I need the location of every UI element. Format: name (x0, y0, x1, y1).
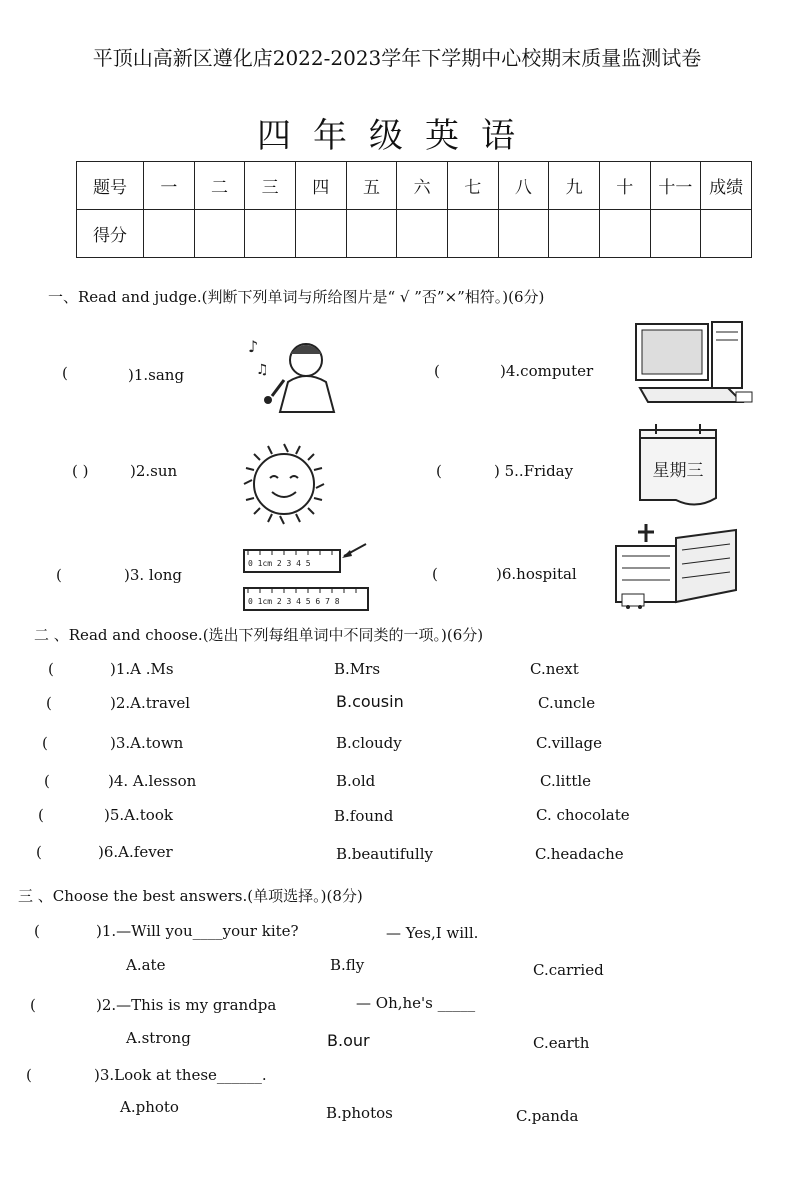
option-b: B.cloudy (336, 734, 402, 752)
item-label: )4.computer (500, 362, 594, 380)
score-table-header-row (77, 162, 752, 210)
option-b: B.cousin (336, 692, 404, 711)
answer-paren[interactable]: ( (30, 996, 36, 1014)
answer-paren[interactable]: ( (46, 694, 52, 712)
answer-paren[interactable]: ( (44, 772, 50, 790)
table-cell: 一 (144, 162, 195, 210)
option-a: )5.A.took (104, 806, 173, 824)
score-input-cell[interactable] (701, 210, 752, 258)
answer-paren[interactable]: ( (62, 364, 68, 382)
question-reply: — Oh,he's _____ (356, 994, 476, 1012)
score-input-cell[interactable] (599, 210, 650, 258)
option-b: B.found (334, 807, 394, 825)
option-a: )4. A.lesson (108, 772, 197, 790)
question-reply: — Yes,I will. (386, 924, 479, 942)
option-b: B.fly (330, 956, 365, 974)
singing-girl-image (244, 332, 352, 414)
option-a: A.photo (120, 1098, 179, 1116)
table-cell: 三 (245, 162, 296, 210)
answer-paren[interactable]: ( (42, 734, 48, 752)
table-cell: 四 (295, 162, 346, 210)
option-c: C.little (540, 772, 592, 790)
score-input-cell[interactable] (650, 210, 701, 258)
hospital-image (608, 520, 746, 610)
score-input-cell[interactable] (346, 210, 397, 258)
option-a: )1.A .Ms (110, 660, 174, 678)
score-input-cell[interactable] (447, 210, 498, 258)
option-b: B.our (327, 1031, 370, 1050)
table-cell: 九 (549, 162, 600, 210)
answer-paren[interactable]: ( (432, 565, 438, 583)
calendar-text: 星期三 (652, 461, 704, 481)
answer-paren[interactable]: ( (38, 806, 44, 824)
option-c: C.panda (516, 1107, 579, 1125)
answer-paren[interactable]: ( (36, 843, 42, 861)
svg-text:0 1cm 2 3 4 5 6 7 8: 0 1cm 2 3 4 5 6 7 8 (248, 597, 340, 606)
option-c: C.next (530, 660, 579, 678)
option-c: C. chocolate (536, 806, 630, 824)
item-label: ) 5..Friday (494, 462, 574, 480)
question-text: )3.Look at these______. (94, 1066, 267, 1084)
option-c: C.uncle (538, 694, 596, 712)
score-table (76, 161, 752, 258)
option-c: C.carried (533, 961, 604, 979)
table-cell: 成绩 (701, 162, 752, 210)
answer-paren[interactable]: ( (48, 660, 54, 678)
option-c: C.village (536, 734, 602, 752)
option-c: C.earth (533, 1034, 590, 1052)
score-input-cell[interactable] (144, 210, 195, 258)
option-b: B.Mrs (334, 660, 381, 678)
answer-paren[interactable]: ( (34, 922, 40, 940)
score-input-cell[interactable] (245, 210, 296, 258)
score-table-score-row (77, 210, 752, 258)
option-c: C.headache (535, 845, 624, 863)
table-cell: 十 (599, 162, 650, 210)
question-text: )1.—Will you____your kite? (96, 922, 299, 940)
option-b: B.old (336, 772, 376, 790)
item-label: )6.hospital (496, 565, 577, 583)
calendar-image (636, 420, 726, 512)
score-input-cell[interactable] (397, 210, 448, 258)
score-input-cell[interactable] (194, 210, 245, 258)
answer-paren[interactable]: ( (434, 362, 440, 380)
score-input-cell[interactable] (549, 210, 600, 258)
section2-heading: 二 、Read and choose.(选出下列每组单词中不同类的一项。)(6分) (34, 626, 484, 644)
table-cell: 五 (346, 162, 397, 210)
score-input-cell[interactable] (498, 210, 549, 258)
rulers-image (238, 542, 372, 618)
option-b: B.beautifully (336, 845, 433, 863)
question-text: )2.—This is my grandpa (96, 996, 277, 1014)
svg-text:0 1cm 2 3 4 5: 0 1cm 2 3 4 5 (248, 559, 311, 568)
table-cell: 十一 (650, 162, 701, 210)
table-cell: 七 (447, 162, 498, 210)
table-cell: 八 (498, 162, 549, 210)
item-label: )2.sun (130, 462, 178, 480)
table-cell: 得分 (77, 210, 144, 258)
page-title: 四年级英语 (257, 116, 537, 156)
option-a: )3.A.town (110, 734, 184, 752)
computer-image (632, 318, 756, 408)
option-b: B.photos (326, 1104, 393, 1122)
score-input-cell[interactable] (295, 210, 346, 258)
answer-paren[interactable]: ( (436, 462, 442, 480)
option-a: )6.A.fever (98, 843, 173, 861)
table-cell: 题号 (77, 162, 144, 210)
item-label: )1.sang (128, 366, 185, 384)
svg-text:♪: ♪ (248, 337, 259, 356)
sun-image (226, 438, 344, 530)
answer-paren[interactable]: ( (56, 566, 62, 584)
option-a: )2.A.travel (110, 694, 191, 712)
table-cell: 二 (194, 162, 245, 210)
svg-text:♫: ♫ (256, 362, 269, 378)
table-cell: 六 (397, 162, 448, 210)
option-a: A.ate (126, 956, 166, 974)
section1-heading: 一、Read and judge.(判断下列单词与所给图片是“ √ ”否”×”相符。)(6分) (48, 288, 545, 306)
answer-paren[interactable]: ( ) (72, 462, 89, 480)
item-label: )3. long (124, 566, 183, 584)
answer-paren[interactable]: ( (26, 1066, 32, 1084)
exam-header: 平顶山高新区遵化店2022-2023学年下学期中心校期末质量监测试卷 (92, 46, 702, 70)
section3-heading: 三 、Choose the best answers.(单项选择。)(8分) (18, 887, 363, 905)
option-a: A.strong (126, 1029, 191, 1047)
